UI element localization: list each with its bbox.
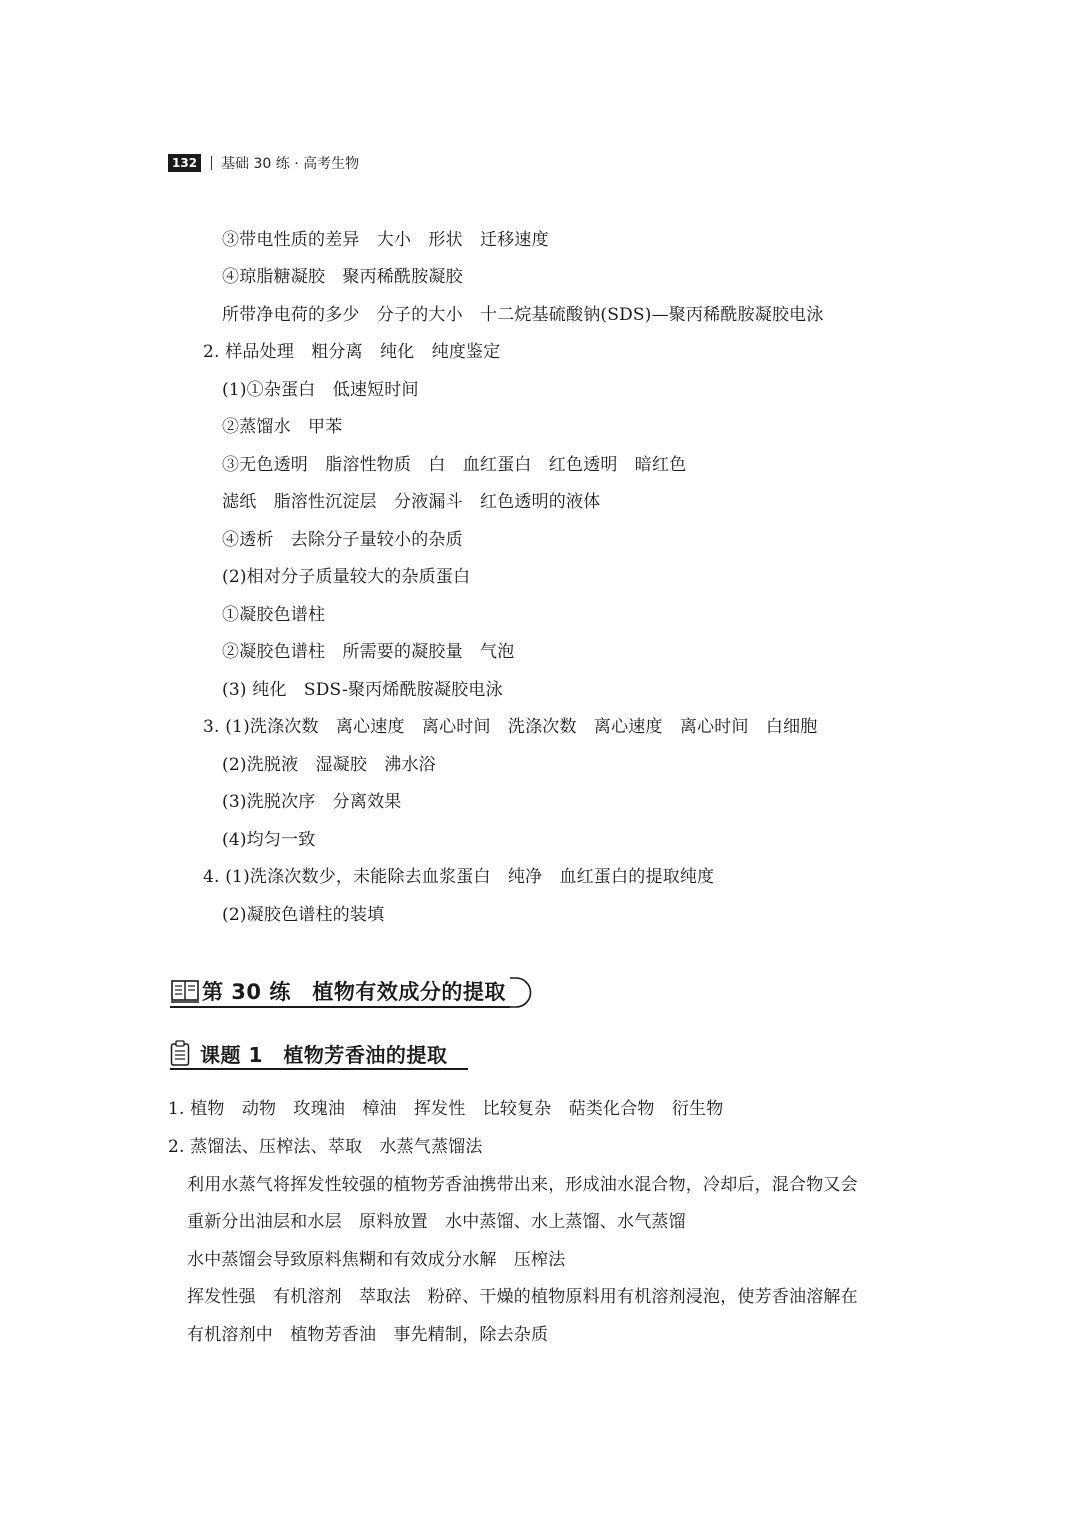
answer-line: 有机溶剂中 植物芳香油 事先精制，除去杂质 bbox=[187, 1325, 549, 1345]
answer-line: 利用水蒸气将挥发性较强的植物芳香油携带出来，形成油水混合物，冷却后，混合物又会 bbox=[187, 1175, 858, 1195]
answer-line: 水中蒸馏会导致原料焦糊和有效成分水解 压榨法 bbox=[187, 1250, 566, 1270]
answer-line: ①凝胶色谱柱 bbox=[222, 605, 326, 625]
answer-item-4: 4. (1)洗涤次数少，未能除去血浆蛋白 纯净 血红蛋白的提取纯度 bbox=[203, 867, 715, 887]
section-underline bbox=[170, 1006, 510, 1008]
answer-line: 挥发性强 有机溶剂 萃取法 粉碎、干燥的植物原料用有机溶剂浸泡，使芳香油溶解在 bbox=[187, 1287, 858, 1307]
answer-line: ③无色透明 脂溶性物质 白 血红蛋白 红色透明 暗红色 bbox=[222, 455, 687, 475]
answer-line: 所带净电荷的多少 分子的大小 十二烷基硫酸钠(SDS)—聚丙稀酰胺凝胶电泳 bbox=[222, 305, 824, 325]
answer-line: ④透析 去除分子量较小的杂质 bbox=[222, 530, 463, 550]
subsection-heading bbox=[170, 1037, 447, 1069]
answer-line: (3) 纯化 SDS-聚丙烯酰胺凝胶电泳 bbox=[222, 680, 503, 700]
answer-line: (4)均匀一致 bbox=[222, 830, 316, 850]
answer-item-2: 2. 样品处理 粗分离 纯化 纯度鉴定 bbox=[203, 342, 501, 362]
answer-item-2: 2. 蒸馏法、压榨法、萃取 水蒸气蒸馏法 bbox=[168, 1137, 483, 1157]
answer-line: (3)洗脱次序 分离效果 bbox=[222, 792, 402, 812]
section-title: 第 30 练 植物有效成分的提取 bbox=[202, 980, 506, 1004]
subsection-underline bbox=[170, 1068, 468, 1070]
section-heading bbox=[170, 975, 532, 1007]
answer-line: (2)相对分子质量较大的杂质蛋白 bbox=[222, 567, 471, 587]
answer-line: ③带电性质的差异 大小 形状 迁移速度 bbox=[222, 230, 549, 250]
book-title: 基础 30 练 · 高考生物 bbox=[221, 156, 360, 172]
page-header bbox=[168, 153, 359, 173]
page-number: 132 bbox=[168, 154, 201, 172]
header-divider bbox=[211, 156, 212, 170]
clipboard-icon bbox=[170, 1039, 190, 1067]
answer-line: ④琼脂糖凝胶 聚丙稀酰胺凝胶 bbox=[222, 267, 463, 287]
answer-line: (2)洗脱液 湿凝胶 沸水浴 bbox=[222, 755, 436, 775]
answer-line: (1)①杂蛋白 低速短时间 bbox=[222, 380, 419, 400]
book-icon bbox=[170, 977, 200, 1005]
answer-line: (2)凝胶色谱柱的装填 bbox=[222, 905, 385, 925]
answer-line: 滤纸 脂溶性沉淀层 分液漏斗 红色透明的液体 bbox=[222, 492, 601, 512]
answer-line: ②蒸馏水 甲苯 bbox=[222, 417, 343, 437]
subsection-title: 课题 1 植物芳香油的提取 bbox=[200, 1042, 448, 1067]
section-bracket bbox=[500, 977, 532, 1008]
answer-item-1: 1. 植物 动物 玫瑰油 樟油 挥发性 比较复杂 萜类化合物 衍生物 bbox=[168, 1099, 724, 1119]
answer-line: 重新分出油层和水层 原料放置 水中蒸馏、水上蒸馏、水气蒸馏 bbox=[187, 1212, 686, 1232]
answer-line: ②凝胶色谱柱 所需要的凝胶量 气泡 bbox=[222, 642, 515, 662]
answer-item-3: 3. (1)洗涤次数 离心速度 离心时间 洗涤次数 离心速度 离心时间 白细胞 bbox=[203, 717, 818, 737]
